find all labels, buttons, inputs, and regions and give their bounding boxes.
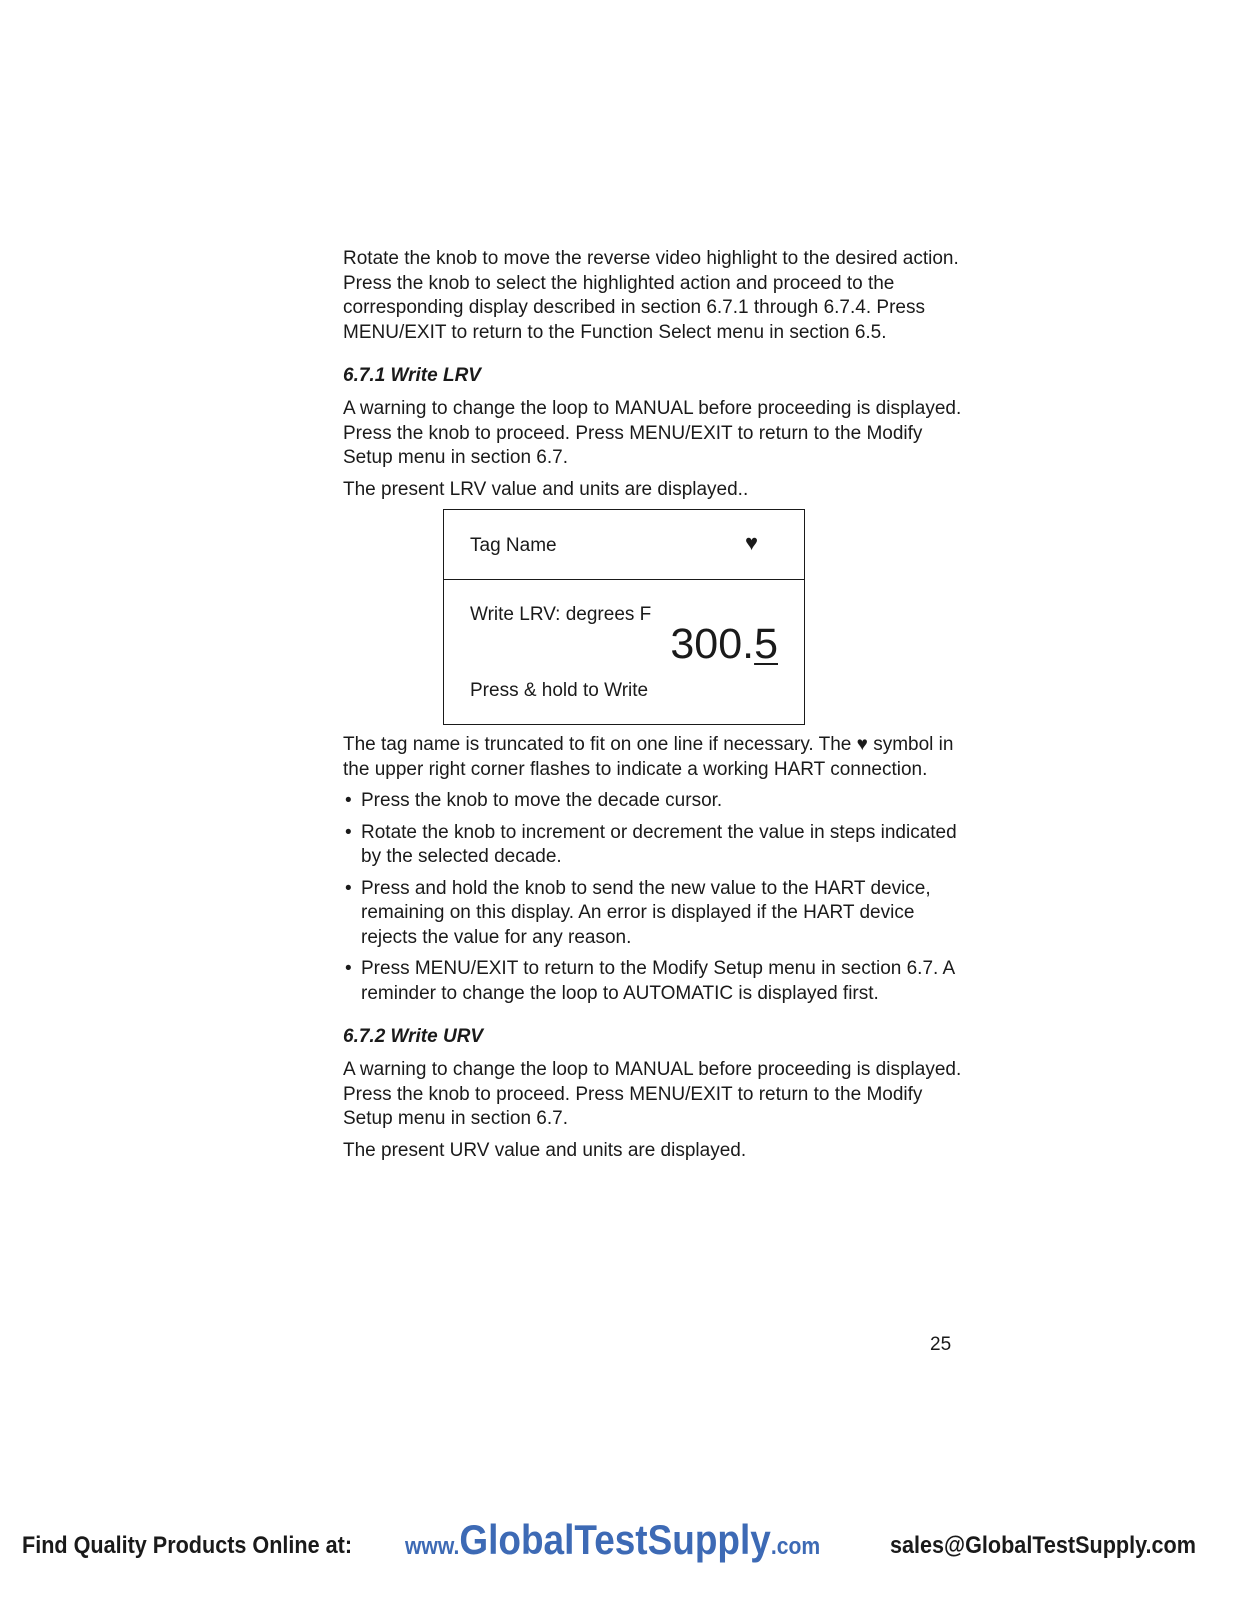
list-item xyxy=(343,957,963,1006)
lcd-header xyxy=(444,510,804,580)
page-number: 25 xyxy=(930,1334,952,1355)
lcd-hint: Press & hold to Write xyxy=(470,680,649,701)
list-item-text: Press and hold the knob to send the new value to the HART device, remaining on this display. An error is displayed if the HART device rejects the value for any reason. xyxy=(361,877,931,948)
paragraph: The present LRV value and units are displayed.. xyxy=(343,478,749,500)
bullet-icon: • xyxy=(345,821,352,843)
list-item-text: Rotate the knob to increment or decrement the value in steps indicated by the selected decade. xyxy=(361,821,957,867)
bullet-list xyxy=(343,789,963,1006)
bullet-icon: • xyxy=(345,958,352,979)
lcd-value xyxy=(670,618,778,670)
footer-website-link[interactable] xyxy=(405,1516,820,1564)
url-main: GlobalTestSupply xyxy=(459,1516,771,1563)
list-item xyxy=(343,821,963,870)
paragraph: A warning to change the loop to MANUAL before proceeding is displayed. Press the knob to proceed. Press MENU/EXIT to return to the Modify Setup menu in section 6.7. xyxy=(343,1059,962,1129)
footer-email-link[interactable]: sales@GlobalTestSupply.com xyxy=(890,1532,1196,1559)
section-heading-write-lrv: 6.7.1 Write LRV xyxy=(343,365,481,386)
intro-paragraph: Rotate the knob to move the reverse video highlight to the desired action. Press the knob to select the highlighted action and proceed to the corresponding display described in section 6.7.1 through 6.7.4. Press MENU/EXIT to return to the Function Select menu in section 6.5. xyxy=(343,248,959,343)
paragraph: A warning to change the loop to MANUAL before proceeding is displayed. Press the knob to proceed. Press MENU/EXIT to return to the Modify Setup menu in section 6.7. xyxy=(343,398,962,468)
paragraph: The tag name is truncated to fit on one line if necessary. The ♥ symbol in the upper right corner flashes to indicate a working HART connection. xyxy=(343,734,954,780)
lcd-tag-name: Tag Name xyxy=(470,535,557,556)
lcd-display-illustration xyxy=(443,509,805,725)
list-item-text: Press MENU/EXIT to return to the Modify Setup menu in section 6.7. A reminder to change the loop to AUTOMATIC is displayed first. xyxy=(361,958,955,1004)
list-item xyxy=(343,877,963,951)
list-item xyxy=(343,789,963,814)
list-item-text: Press the knob to move the decade cursor. xyxy=(361,790,723,811)
lcd-write-label: Write LRV: degrees F xyxy=(470,604,652,625)
lcd-value-main: 300. xyxy=(670,620,755,668)
heart-icon: ♥ xyxy=(744,530,758,555)
footer-banner xyxy=(0,1516,1237,1576)
section-heading-write-urv: 6.7.2 Write URV xyxy=(343,1026,484,1047)
bullet-icon: • xyxy=(345,877,352,899)
page-content xyxy=(343,247,963,1170)
url-prefix: www. xyxy=(405,1533,460,1560)
bullet-icon: • xyxy=(345,790,352,811)
lcd-decade-cursor: 5 xyxy=(754,620,778,668)
paragraph: The present URV value and units are displayed. xyxy=(343,1139,747,1161)
footer-tagline: Find Quality Products Online at: xyxy=(22,1532,353,1559)
url-suffix: .com xyxy=(770,1533,821,1560)
